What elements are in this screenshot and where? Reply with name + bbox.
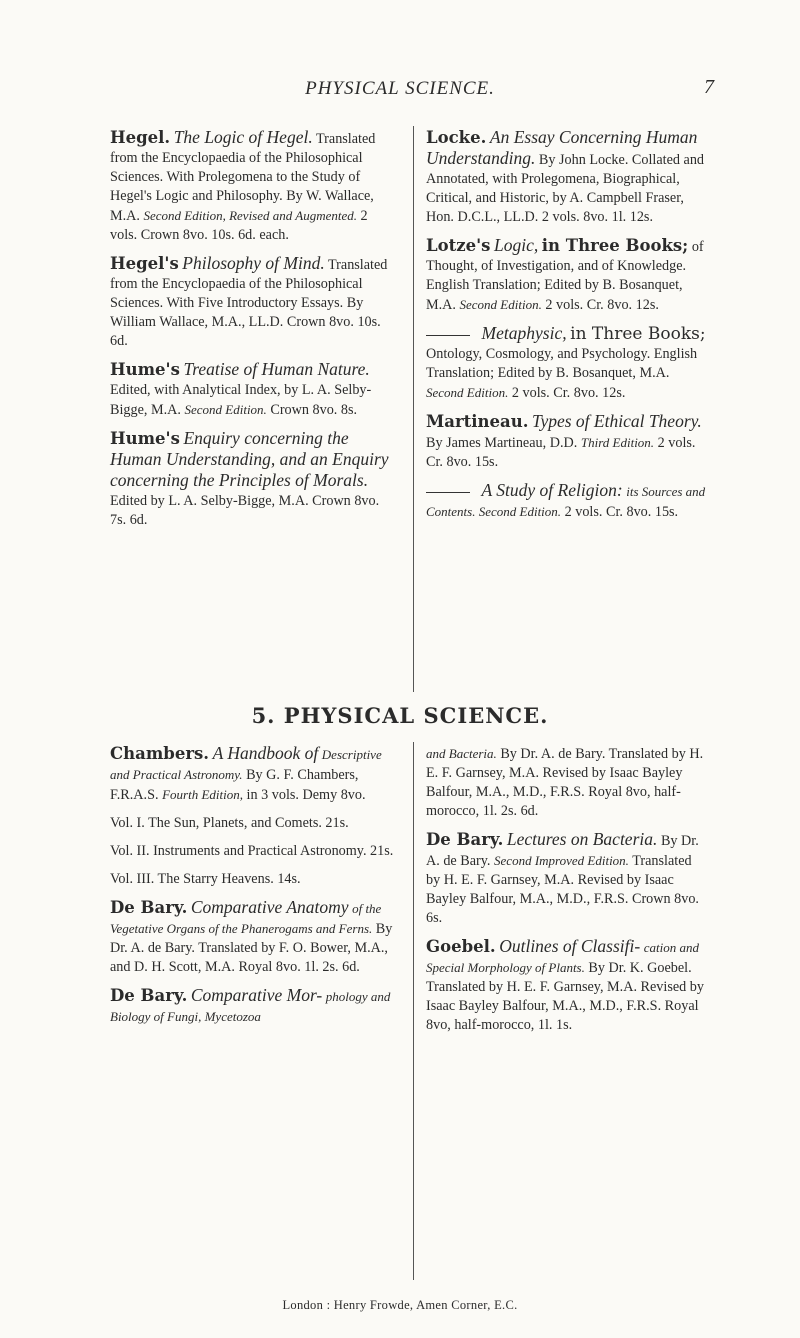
entry-debary-morphology [110, 986, 396, 1027]
entry-edition: Third Edition. [580, 435, 655, 450]
entry-body: Edited by L. A. Selby-Bigge, M.A. Crown 8vo. 7s. 6d. [110, 493, 380, 528]
column-top-right [426, 128, 708, 531]
entry-chambers-vol1 [110, 814, 396, 833]
entry-body: of Thought, of Investigation, and of Knowledge. English Translation; Edited by B. Bosanquet, M.A. [426, 239, 704, 313]
entry-edition: Second Edition, Revised and Augmented. [143, 208, 357, 223]
section-heading: 5. PHYSICAL SCIENCE. [251, 703, 549, 728]
entry-edition: its Sources and Contents. Second Edition. [426, 484, 706, 519]
entry-body: By Dr. A. de Bary. [426, 833, 699, 869]
column-bottom-right [426, 744, 708, 1044]
ditto-dash [426, 492, 470, 493]
column-bottom-left [110, 744, 396, 1036]
entry-body: Translated from the Encyclopaedia of the Philosophical Sciences. With Prolegomena to the Study of Hegel's Logic and Philosophy. By W. Wallace, M.A. [110, 131, 376, 224]
entry-title: Comparative Anatomy [190, 897, 349, 917]
entry-locke [426, 128, 708, 227]
entry-title: A Handbook of [212, 743, 319, 763]
entry-body: By G. F. Chambers, F.R.A.S. [110, 767, 359, 803]
entry-head: Hegel's [110, 254, 179, 273]
entry-tail: 2 vols. Cr. 8vo. 15s. [426, 435, 696, 470]
entry-body: By Dr. A. de Bary. Translated by H. E. F. Garnsey, M.A. Revised by Isaac Bayley Balfour, M.A., M.D., F.R.S. Royal 8vo, half-morocco, 1l. 2s. 6d. [426, 746, 704, 819]
entry-edition: Second Edition. [426, 385, 509, 400]
entry-edition: Second Edition. [184, 402, 267, 417]
entry-body: Vol. II. Instruments and Practical Astronomy. 21s. [110, 843, 394, 859]
entry-tail: Translated by H. E. F. Garnsey, M.A. Revised by Isaac Bayley Balfour, M.A., M.D., F.R.S. Crown 8vo. 6s. [426, 853, 699, 926]
entry-title: An Essay Concerning Human Understanding. [426, 127, 698, 168]
entry-tail: 2 vols. Crown 8vo. 10s. 6d. each. [110, 208, 368, 243]
entry-head: Goebel. [426, 937, 496, 956]
entry-subtitle: cation and Special Morphology of Plants. [426, 940, 699, 975]
publisher-imprint: London : Henry Frowde, Amen Corner, E.C. [282, 1298, 518, 1312]
entry-head-continued: in Three Books; [570, 324, 706, 344]
entry-body: Translated from the Encyclopaedia of the Philosophical Sciences. With Five Introductory Essays. By William Wallace, M.A., LL.D. Crown 8vo. 10s. 6d. [110, 257, 388, 349]
entry-subtitle: phology and Biology of Fungi, Mycetozoa [110, 989, 391, 1024]
entry-title: Logic, [493, 235, 539, 255]
entry-body: By James Martineau, D.D. [426, 435, 578, 451]
entry-head: Locke. [426, 128, 487, 147]
entry-title: Outlines of Classifi- [499, 936, 641, 956]
entry-title: Philosophy of Mind. [182, 253, 325, 273]
entry-body: By Dr. A. de Bary. Translated by F. O. Bower, M.A., and D. H. Scott, M.A. Royal 8vo. 1l. 2s. 6d. [110, 921, 393, 975]
entry-subtitle: of the Vegetative Organs of the Phanerogams and Ferns. [110, 901, 382, 936]
entry-head: De Bary. [110, 898, 188, 917]
entry-chambers [110, 744, 396, 805]
running-head: PHYSICAL SCIENCE. [305, 78, 495, 99]
entry-edition: Second Improved Edition. [494, 853, 629, 868]
entry-subtitle: and Bacteria. [426, 746, 497, 761]
entry-title: Enquiry concerning the Human Understanding, and an Enquiry concerning the Principles of Morals. [110, 428, 389, 490]
entry-hume-treatise [110, 360, 396, 420]
entry-title: The Logic of Hegel. [173, 127, 313, 147]
ditto-dash [426, 335, 470, 336]
entry-debary-bacteria [426, 830, 708, 928]
entry-head: Hume's [110, 360, 180, 379]
column-divider-bottom [413, 742, 414, 1280]
entry-head: De Bary. [426, 830, 504, 849]
entry-tail: 2 vols. Cr. 8vo. 12s. [545, 297, 659, 313]
entry-body: Vol. III. The Starry Heavens. 14s. [110, 871, 301, 887]
entry-body: Ontology, Cosmology, and Psychology. English Translation; Edited by B. Bosanquet, M.A. [426, 346, 698, 381]
entry-edition: Second Edition. [459, 297, 542, 312]
column-divider-top [413, 126, 414, 692]
entry-debary-morphology-continued [426, 744, 708, 821]
entry-head: Martineau. [426, 412, 529, 431]
entry-chambers-vol3 [110, 870, 396, 889]
entry-title: Types of Ethical Theory. [532, 411, 702, 431]
entry-hegel-logic [110, 128, 396, 245]
entry-hegel-mind [110, 254, 396, 351]
entry-hume-enquiry [110, 429, 396, 530]
entry-body: By Dr. K. Goebel. Translated by H. E. F. Garnsey, M.A. Revised by Isaac Bayley Balfour, M.A., M.D., F.R.S. Royal 8vo, half-morocco, 1l. 1s. [426, 960, 704, 1033]
page-number: 7 [704, 76, 714, 98]
entry-head: Lotze's [426, 236, 491, 255]
entry-title: Comparative Mor- [190, 985, 323, 1005]
entry-edition: Fourth Edition, [162, 787, 243, 802]
entry-head: De Bary. [110, 986, 188, 1005]
entry-martineau-religion [426, 481, 708, 522]
entry-tail: 2 vols. Cr. 8vo. 12s. [511, 385, 626, 401]
entry-goebel [426, 937, 708, 1035]
entry-lotze-logic [426, 236, 708, 315]
entry-tail: 2 vols. Cr. 8vo. 15s. [564, 504, 679, 520]
entry-body: Edited, with Analytical Index, by L. A. Selby-Bigge, M.A. [110, 382, 372, 418]
entry-lotze-metaphysic [426, 324, 708, 403]
entry-title: Metaphysic, [481, 323, 567, 343]
entry-body: By John Locke. Collated and Annotated, with Prolegomena, Biographical, Critical, and Historic, by A. Campbell Fraser, Hon. D.C.L., LL.D. 2 vols. 8vo. 1l. 12s. [426, 152, 705, 225]
column-top-left [110, 128, 396, 539]
entry-martineau-types [426, 412, 708, 472]
entry-title: Lectures on Bacteria. [506, 829, 658, 849]
entry-title: A Study of Religion: [481, 480, 623, 500]
entry-debary-anatomy [110, 898, 396, 977]
entry-chambers-vol2 [110, 842, 396, 861]
entry-head: Hegel. [110, 128, 171, 147]
entry-title: Treatise of Human Nature. [183, 359, 370, 379]
entry-body: Vol. I. The Sun, Planets, and Comets. 21s. [110, 815, 349, 831]
entry-head: Chambers. [110, 744, 210, 763]
entry-tail: Crown 8vo. 8s. [270, 402, 358, 418]
entry-head: Hume's [110, 429, 180, 448]
entry-head-continued: in Three Books; [541, 236, 689, 255]
entry-tail: in 3 vols. Demy 8vo. [246, 787, 366, 803]
entry-subtitle: Descriptive and Practical Astronomy. [110, 747, 382, 782]
